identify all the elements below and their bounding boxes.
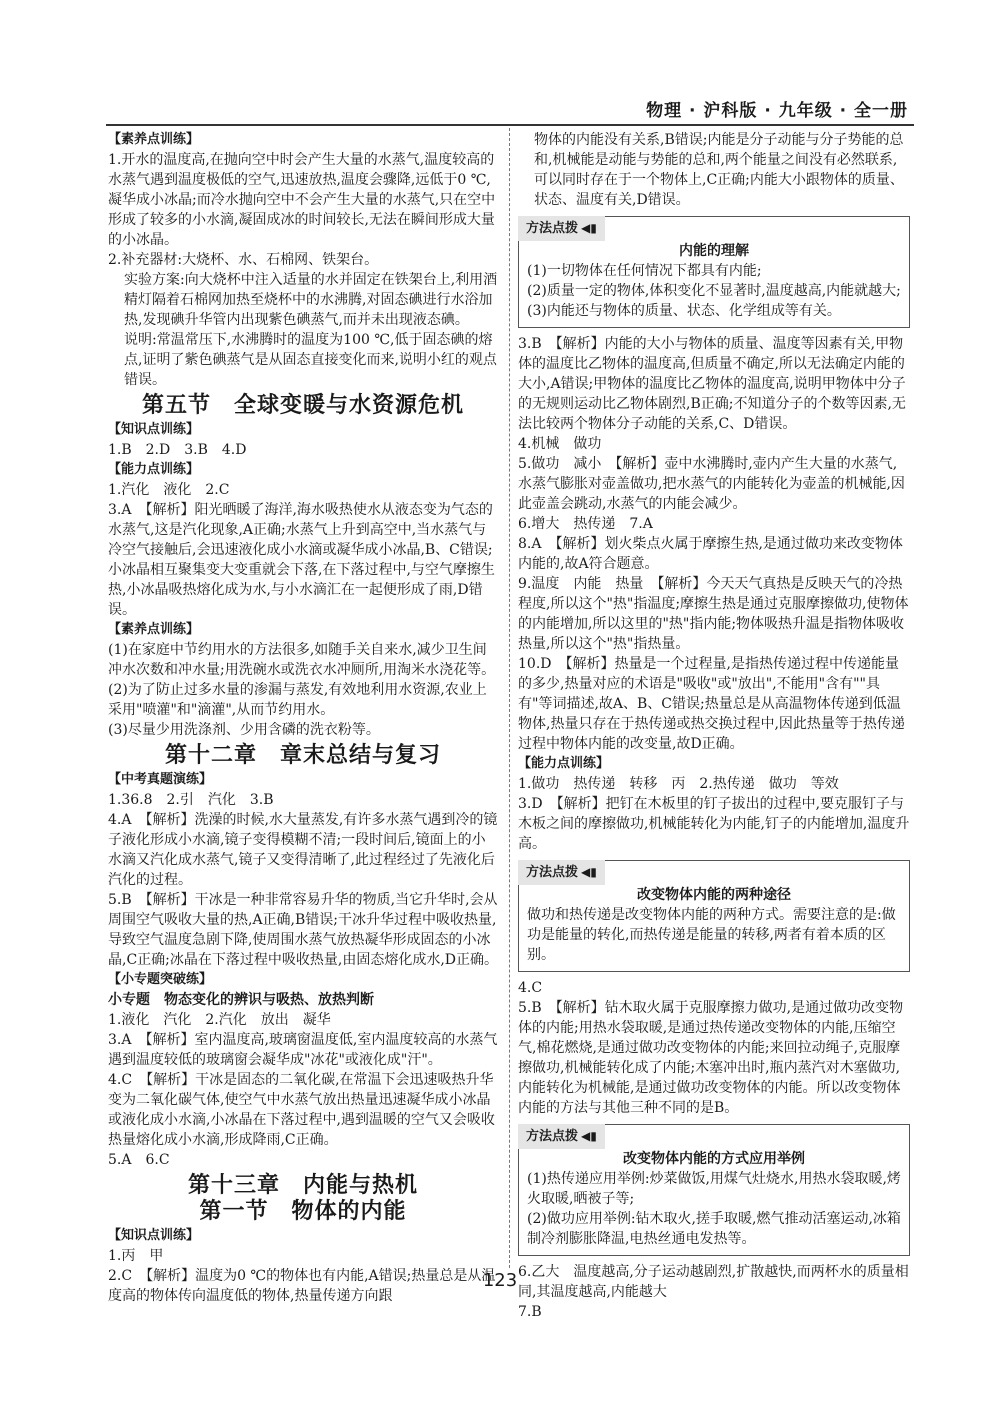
answer-item: (2)为了防止过多水量的渗漏与蒸发,有效地利用水资源,农业上采用"喷灌"和"滴灌",从而节约用水。 <box>108 682 487 718</box>
answer-item: (3)尽量少用洗涤剂、少用含磷的洗衣粉等。 <box>108 722 380 738</box>
page-number: 123 <box>482 1270 518 1291</box>
answer-item: 物体的内能没有关系,B错误;内能是分子动能与分子势能的总和,机械能是动能与势能的总和,两个能量之间没有必然联系,可以同时存在于一个物体上,C正确;内能大小跟物体的质量、状态、温度有关,D错误。 <box>534 132 904 208</box>
answer-item: 1.B 2.D 3.B 4.D <box>108 442 247 458</box>
method-tip-tag: 方法点拨 ◀▮ <box>518 216 605 241</box>
answer-item: 实验方案:向大烧杯中注入适量的水并固定在铁架台上,利用酒精灯隔着石棉网加热至烧杯中的水沸腾,对固态碘进行水浴加热,发现碘升华管内出现紫色碘蒸气,而并未出现液态碘。 <box>124 272 498 328</box>
answer-item: 4.机械 做功 <box>518 436 602 452</box>
answer-item: 4.A 【解析】洗澡的时候,水大量蒸发,有许多水蒸气遇到冷的镜子液化形成小水滴,镜子变得模糊不清;一段时间后,镜面上的小水滴又汽化成水蒸气,镜子又变得清晰了,此过程经过了先液化后汽化的过程。 <box>108 812 498 888</box>
page-header: 物理 · 沪科版 · 九年级 · 全一册 <box>646 101 908 121</box>
section-tag: 【素养点训练】 <box>108 622 200 637</box>
method-tip-tag: 方法点拨 ◀▮ <box>518 1124 605 1149</box>
tip-line: 做功和热传递是改变物体内能的两种方式。需要注意的是:做功是能量的转化,而热传递是能量的转移,两者有着本质的区别。 <box>527 907 896 963</box>
tip-title: 改变物体内能的方式应用举例 <box>623 1151 805 1167</box>
section-tag: 【小专题突破练】 <box>108 972 213 987</box>
answer-item: 3.D 【解析】把钉在木板里的钉子拔出的过程中,要克服钉子与木板之间的摩擦做功,机械能转化为内能,钉子的内能增加,温度升高。 <box>518 796 910 852</box>
right-column <box>518 130 910 1322</box>
answer-item: 5.做功 减小 【解析】壶中水沸腾时,壶内产生大量的水蒸气,水蒸气膨胀对壶盖做功,把水蒸气的内能转化为壶盖的机械能,因此壶盖会跳动,水蒸气的内能会减少。 <box>518 456 905 512</box>
answer-item: 6.增大 热传递 7.A <box>518 516 653 532</box>
tip-line: (2)做功应用举例:钻木取火,搓手取暖,燃气推动活塞运动,冰箱制冷剂膨胀降温,电热丝通电发热等。 <box>527 1211 901 1247</box>
answer-item: 1.汽化 液化 2.C <box>108 482 230 498</box>
section-tag: 【中考真题演练】 <box>108 772 213 787</box>
tip-title: 改变物体内能的两种途径 <box>637 887 791 903</box>
answer-item: 6.乙大 温度越高,分子运动越剧烈,扩散越快,而两杯水的质量相同,其温度越高,内能越大 <box>518 1264 909 1300</box>
left-column <box>108 130 498 1306</box>
section-title: 第一节 物体的内能 <box>199 1199 407 1224</box>
tip-line: (1)一切物体在任何情况下都具有内能; <box>527 263 762 279</box>
answer-item: 5.B 【解析】钻木取火属于克服摩擦力做功,是通过做功改变物体的内能;用热水袋取暖,是通过热传递改变物体的内能,压缩空气,棉花燃烧,是通过做功改变物体的内能;来回拉动绳子,克服摩擦做功,机械能转化成了内能;木塞冲出时,瓶内蒸汽对木塞做功,内能转化为机械能,是通过做功改变物体的内能。所以改变物体内能的方法与其他三种不同的是B。 <box>518 1000 904 1116</box>
answer-item: 10.D 【解析】热量是一个过程量,是指热传递过程中传递能量的多少,热量对应的术语是"吸收"或"放出",不能用"含有""具有"等词描述,故A、B、C错误;热量总是从高温物体传递到低温物体,热量只存在于热传递或热交换过程中,因此热量等于热传递过程中物体内能的改变量,故D正确。 <box>518 656 905 752</box>
tip-title: 内能的理解 <box>679 243 749 259</box>
answer-item: 2.C 【解析】温度为0 ℃的物体也有内能,A错误;热量总是从温度高的物体传向温度低的物体,热量传递方向跟 <box>108 1268 496 1304</box>
answer-item: 5.B 【解析】干冰是一种非常容易升华的物质,当它升华时,会从周围空气吸收大量的热,A正确,B错误;干冰升华过程中吸收热量,导致空气温度急剧下降,使周围水蒸气放热凝华形成固态的小冰晶,C正确;冰晶在下落过程中吸收热量,由固态熔化成水,D正确。 <box>108 892 499 968</box>
answer-item: 2.补充器材:大烧杯、水、石棉网、铁架台。 <box>108 252 379 268</box>
method-tip-box <box>518 860 910 972</box>
section-tag: 【知识点训练】 <box>108 422 200 437</box>
tip-line: (2)质量一定的物体,体积变化不显著时,温度越高,内能就越大; <box>527 283 901 299</box>
tip-line: (1)热传递应用举例:炒菜做饭,用煤气灶烧水,用热水袋取暖,烤火取暖,晒被子等; <box>527 1171 901 1207</box>
speaker-icon: ◀▮ <box>581 865 597 879</box>
method-tip-box <box>518 1124 910 1256</box>
header-rule <box>106 124 914 126</box>
answer-item: 3.A 【解析】阳光晒暖了海洋,海水吸热使水从液态变为气态的水蒸气,这是汽化现象,A正确;水蒸气上升到高空中,当水蒸气与冷空气接触后,会迅速液化成小水滴或凝华成小冰晶,B、C错误;小冰晶相互聚集变大变重就会下落,在下落过程中,与空气摩擦生热,小冰晶吸热熔化成为水,与小水滴汇在一起便形成了雨,D错误。 <box>108 502 495 618</box>
answer-item: 7.B <box>518 1304 542 1320</box>
tip-line: (3)内能还与物体的质量、状态、化学组成等有关。 <box>527 303 841 319</box>
section-tag: 【能力点训练】 <box>518 756 610 771</box>
answer-item: 4.C <box>518 980 543 996</box>
answer-item: 3.B 【解析】内能的大小与物体的质量、温度等因素有关,甲物体的温度比乙物体的温度高,但质量不确定,所以无法确定内能的大小,A错误;甲物体的温度比乙物体的温度高,说明甲物体中分子的无规则运动比乙物体剧烈,B正确;不知道分子的个数等因素,无法比较两个物体分子动能的关系,C、D错误。 <box>518 336 906 432</box>
speaker-icon: ◀▮ <box>581 221 597 235</box>
answer-item: 5.A 6.C <box>108 1152 170 1168</box>
answer-item: 1.液化 汽化 2.汽化 放出 凝华 <box>108 1012 331 1028</box>
answer-item: 1.开水的温度高,在抛向空中时会产生大量的水蒸气,温度较高的水蒸气遇到温度极低的空气,迅速放热,温度会骤降,远低于0 ℃,凝华成小冰晶;而冷水抛向空中不会产生大量的水蒸气,只在空中形成了较多的小水滴,凝固成冰的时间较长,无法在瞬间形成大量的小冰晶。 <box>108 152 496 248</box>
answer-item: 1.36.8 2.引 汽化 3.B <box>108 792 274 808</box>
topic-title: 小专题 物态变化的辨识与吸热、放热判断 <box>108 992 374 1008</box>
answer-item: 4.C 【解析】干冰是固态的二氧化碳,在常温下会迅速吸热升华变为二氧化碳气体,使空气中水蒸气放出热量迅速凝华成小冰晶或液化成小水滴,小冰晶在下落过程中,遇到温暖的空气又会吸收热量熔化成小水滴,形成降雨,C正确。 <box>108 1072 495 1148</box>
answer-item: 1.做功 热传递 转移 丙 2.热传递 做功 等效 <box>518 776 839 792</box>
section-title: 第五节 全球变暖与水资源危机 <box>141 393 464 418</box>
chapter-title: 第十二章 章末总结与复习 <box>164 743 441 768</box>
answer-item: 1.丙 甲 <box>108 1248 164 1264</box>
answer-item: 3.A 【解析】室内温度高,玻璃窗温度低,室内温度较高的水蒸气遇到温度较低的玻璃窗会凝华成"冰花"或液化成"汗"。 <box>108 1032 498 1068</box>
answer-item: 说明:常温常压下,水沸腾时的温度为100 ℃,低于固态碘的熔点,证明了紫色碘蒸气是从固态直接变化而来,说明小红的观点错误。 <box>124 332 497 388</box>
speaker-icon: ◀▮ <box>581 1129 597 1143</box>
section-tag: 【知识点训练】 <box>108 1228 200 1243</box>
column-divider <box>509 128 510 1268</box>
section-tag: 【能力点训练】 <box>108 462 200 477</box>
chapter-title: 第十三章 内能与热机 <box>187 1173 418 1198</box>
method-tip-box <box>518 216 910 328</box>
method-tip-tag: 方法点拨 ◀▮ <box>518 860 605 885</box>
answer-item: (1)在家庭中节约用水的方法很多,如随手关自来水,减少卫生间冲水次数和冲水量;用洗碗水或洗衣水冲厕所,用淘米水浇花等。 <box>108 642 496 678</box>
section-tag: 【素养点训练】 <box>108 132 200 147</box>
answer-item: 9.温度 内能 热量 【解析】今天天气真热是反映天气的冷热程度,所以这个"热"指温度;摩擦生热是通过克服摩擦做功,使物体的内能增加,所以这里的"热"指内能;物体吸热升温是指物体吸收热量,所以这个"热"指热量。 <box>518 576 909 652</box>
answer-item: 8.A 【解析】划火柴点火属于摩擦生热,是通过做功来改变物体内能的,故A符合题意。 <box>518 536 903 572</box>
